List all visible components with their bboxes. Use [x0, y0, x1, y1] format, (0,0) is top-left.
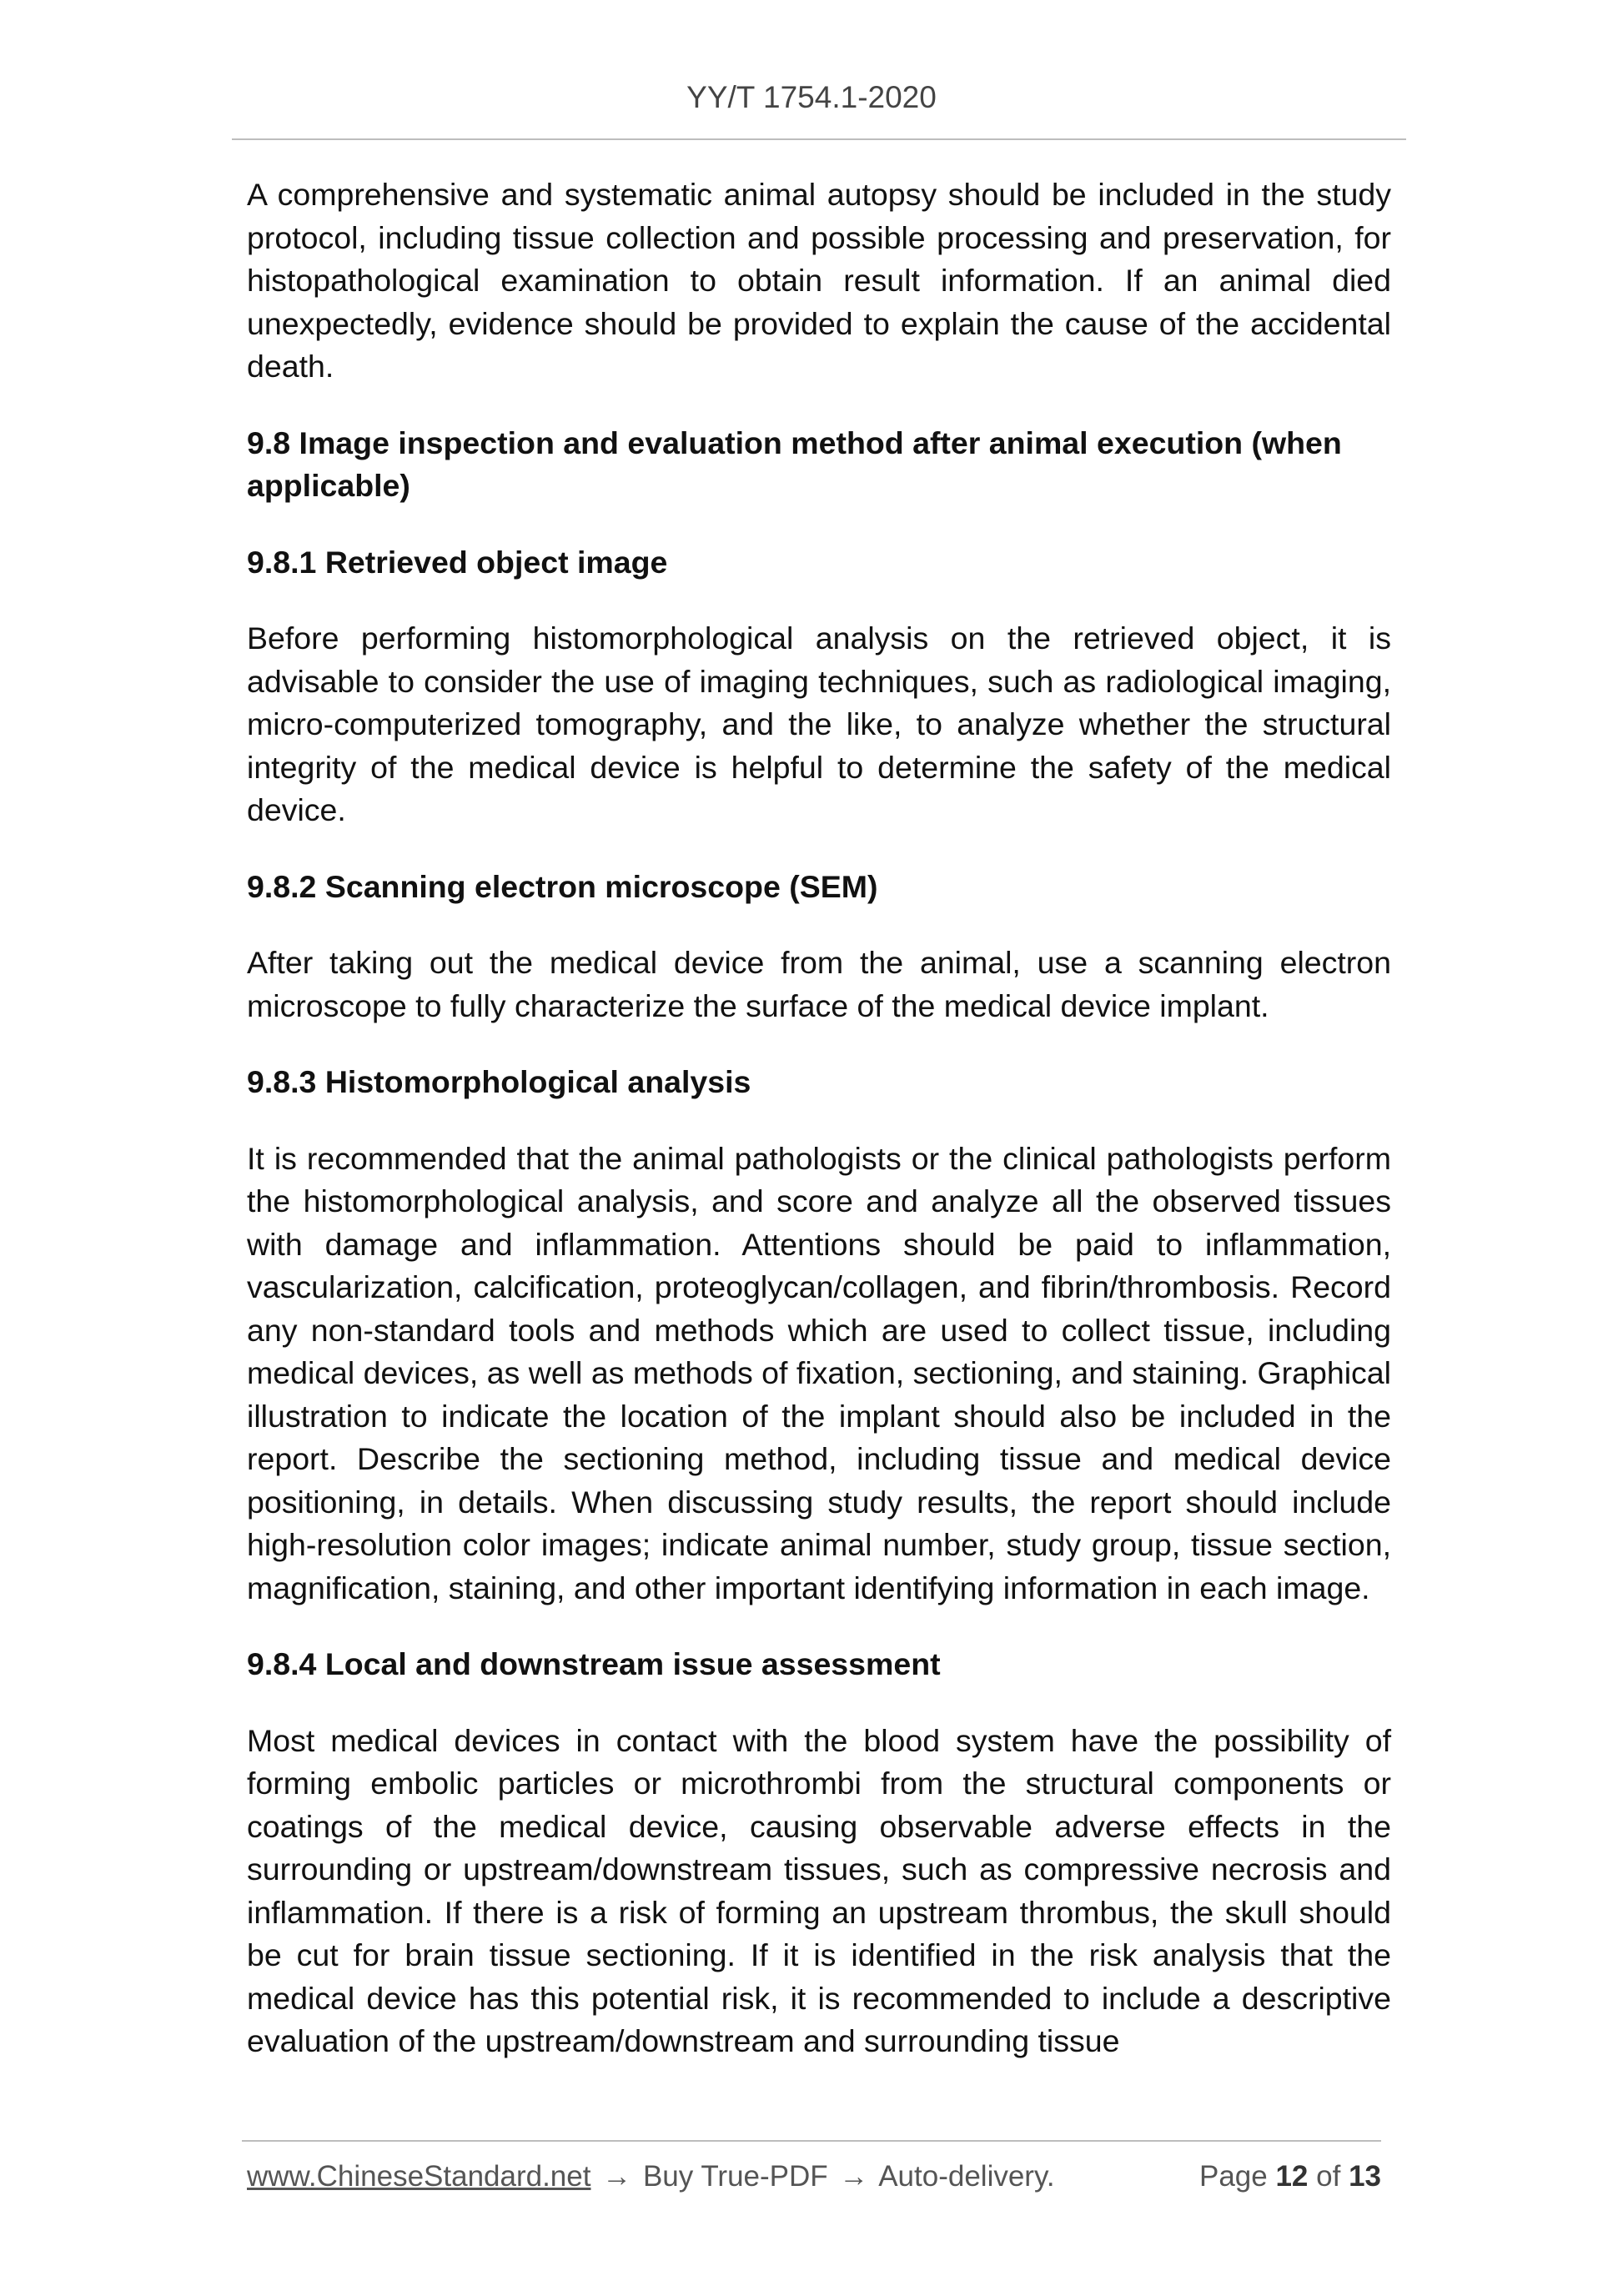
paragraph-downstream-assessment: Most medical devices in contact with the blood system have the possibility of forming embolic particles or microthrombi from the structural components or coatings of the medical device, causing observable adverse effects in the surrounding or upstream/downstream tissues, such as compressive necrosis and inflammation. If there is a risk of forming an upstream thrombus, the skull should be cut for brain tissue sectioning. If it is identified in the risk analysis that the medical device has this potential risk, it is recommended to include a descriptive evaluation of the upstream/downstream and surrounding tissue: [247, 1722, 1391, 2058]
section-heading-9-8: 9.8 Image inspection and evaluation method after animal execution (when applicable): [247, 425, 1342, 503]
section-heading-9-8-2: 9.8.2 Scanning electron microscope (SEM): [247, 868, 878, 904]
section-heading-9-8-1: 9.8.1 Retrieved object image: [247, 544, 668, 580]
arrow-right-icon: →: [602, 2160, 632, 2193]
of-label: of: [1316, 2160, 1341, 2193]
header-divider: [232, 138, 1406, 140]
document-header: YY/T 1754.1-2020: [686, 80, 937, 114]
buy-true-pdf-text: Buy True-PDF: [642, 2160, 828, 2193]
paragraph-autopsy: A comprehensive and systematic animal autopsy should be included in the study protocol, including tissue collection and possible processing and preservation, for histopathological examination to obtain result information. If an animal died unexpectedly, evidence should be provided to explain the cause of the accidental death.: [247, 177, 1391, 384]
website-link[interactable]: www.ChineseStandard.net: [247, 2160, 591, 2193]
footer-promo: [247, 2160, 1055, 2193]
total-pages: 13: [1349, 2160, 1381, 2193]
page-label: Page: [1198, 2160, 1268, 2193]
page-footer: [247, 2160, 1381, 2193]
section-heading-9-8-3: 9.8.3 Histomorphological analysis: [247, 1064, 751, 1099]
section-heading-9-8-4: 9.8.4 Local and downstream issue assessment: [247, 1646, 941, 1681]
paragraph-sem: After taking out the medical device from the animal, use a scanning electron microscope to fully characterize the surface of the medical device implant.: [247, 945, 1391, 1023]
paragraph-histomorphological-analysis: It is recommended that the animal pathologists or the clinical pathologists perform the histomorphological analysis, and score and analyze all the observed tissues with damage and inflammation. Attentions should be paid to inflammation, vascularization, calcification, proteoglycan/collagen, and fibrin/thrombosis. Record any non-standard tools and methods which are used to collect tissue, including medical devices, as well as methods of fixation, sectioning, and staining. Graphical illustration to indicate the location of the implant should also be included in the report. Describe the sectioning method, including tissue and medical device positioning, in details. When discussing study results, the report should include high-resolution color images; indicate animal number, study group, tissue section, magnification, staining, and other important identifying information in each image.: [247, 1140, 1391, 1605]
page-number: [1199, 2160, 1381, 2193]
arrow-right-icon: →: [839, 2160, 869, 2193]
document-body: [247, 173, 1391, 2063]
paragraph-retrieved-object-image: Before performing histomorphological analysis on the retrieved object, it is advisable to consider the use of imaging techniques, such as radiological imaging, micro-computerized tomography, and the like, to analyze whether the structural integrity of the medical device is helpful to determine the safety of the medical device.: [247, 620, 1391, 827]
current-page: 12: [1275, 2160, 1309, 2193]
footer-divider: [242, 2140, 1381, 2142]
auto-delivery-text: Auto-delivery.: [878, 2160, 1055, 2193]
